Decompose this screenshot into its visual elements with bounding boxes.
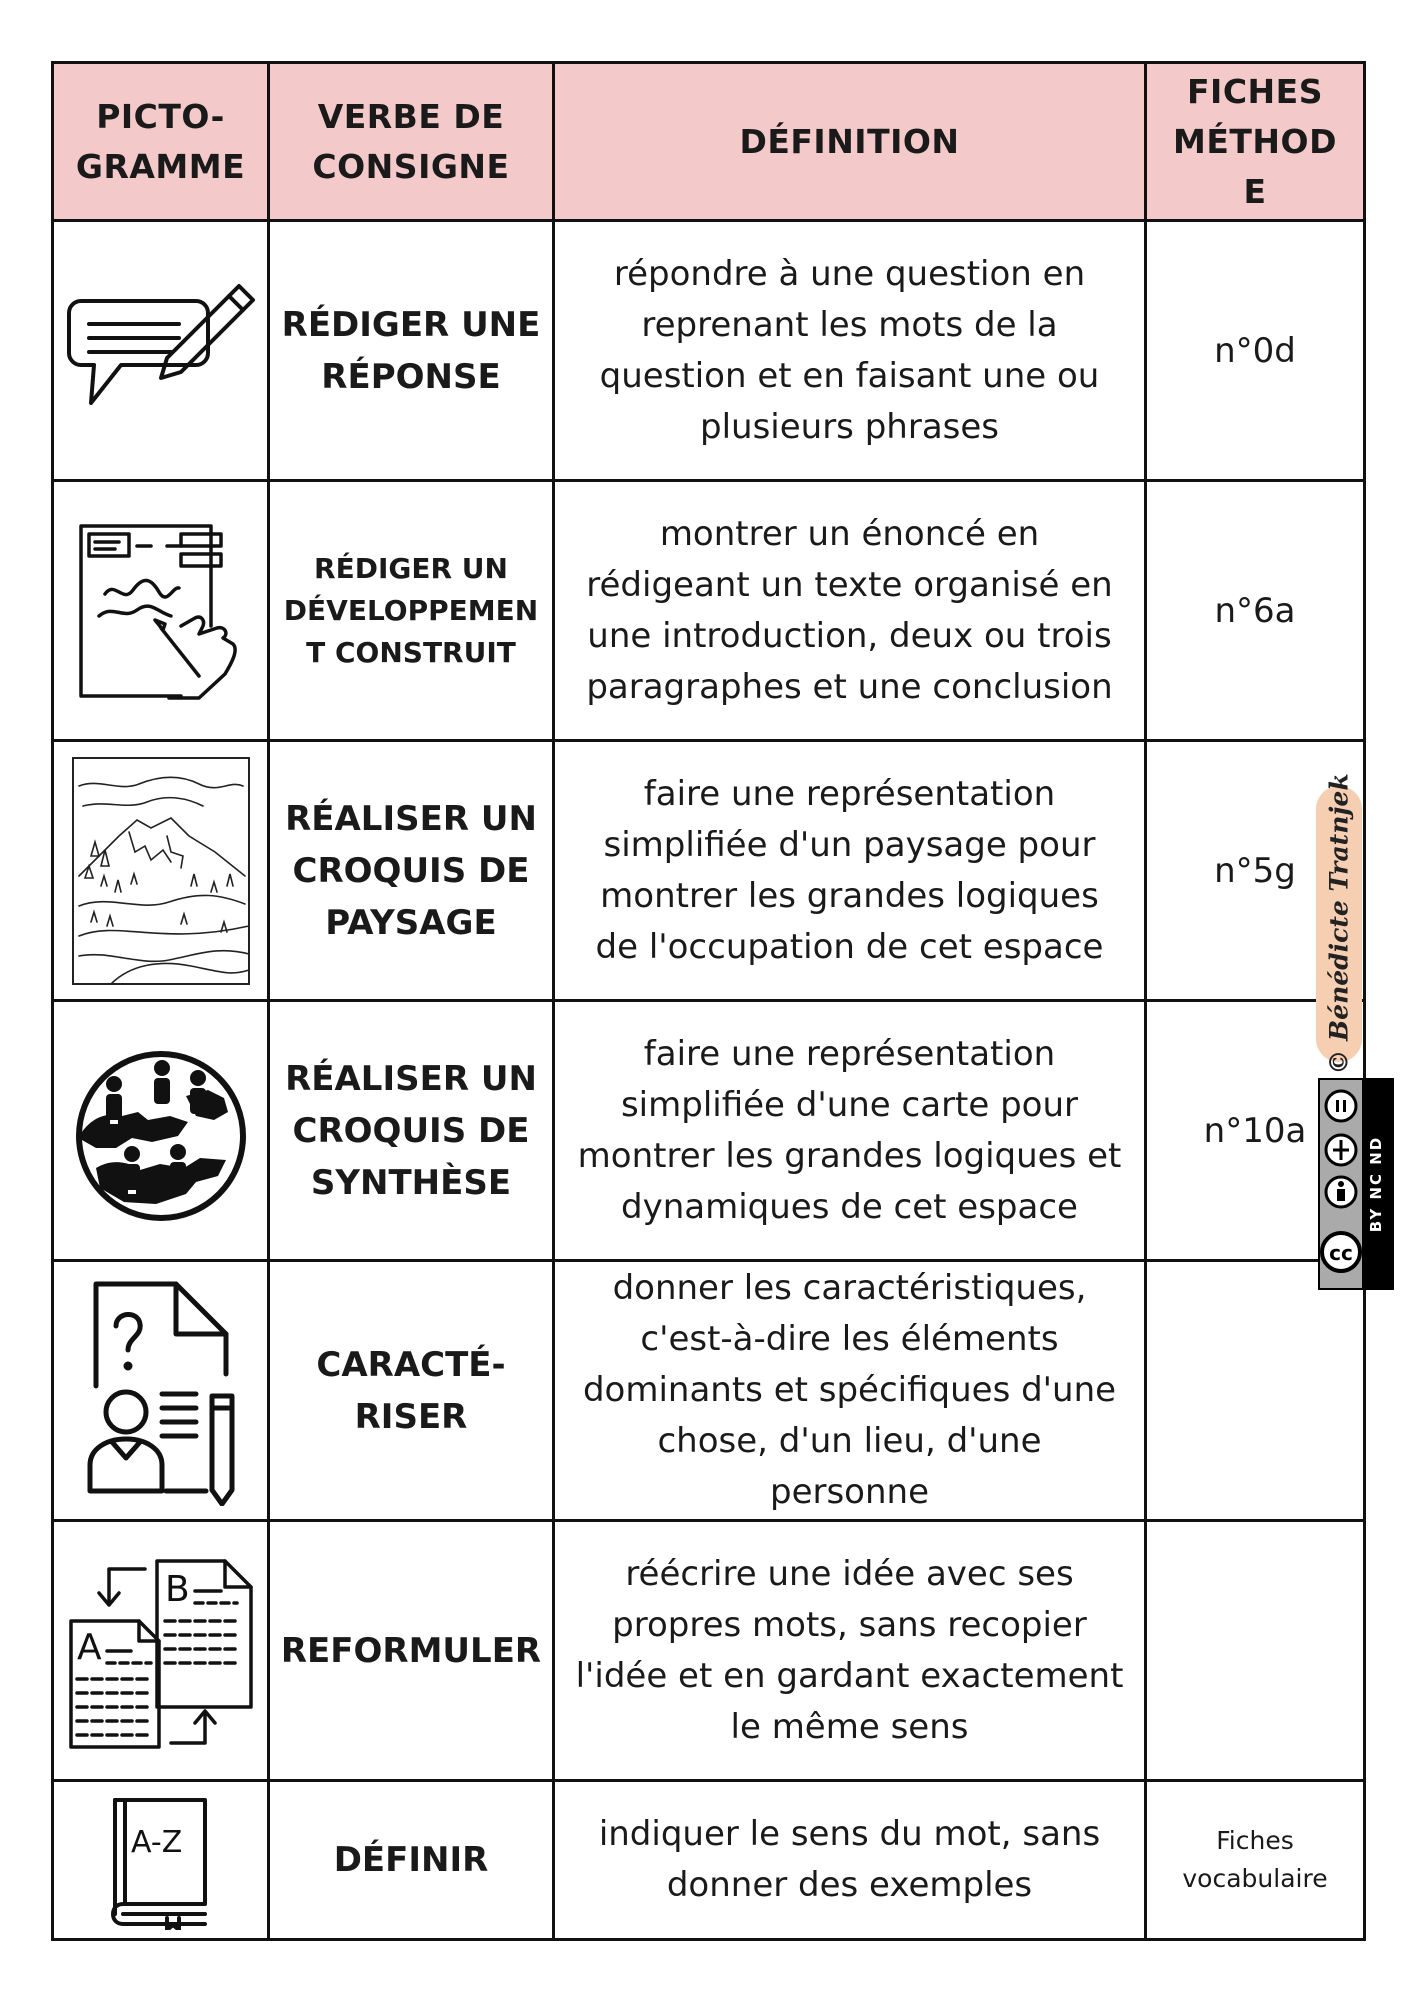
- table-row: [53, 1521, 1365, 1781]
- cc-icon: [1320, 1080, 1362, 1288]
- fiche-cell: [1146, 1261, 1365, 1521]
- cc-license-badge: [1318, 1078, 1394, 1290]
- globe-people-icon: [66, 1036, 256, 1226]
- fiche-cell: [1146, 1521, 1365, 1781]
- svg-text:A: A: [76, 1626, 102, 1668]
- header-pictogramme: PICTO- GRAMME: [53, 63, 269, 221]
- author-credit: © Bénédicte Tratnjek: [1316, 786, 1362, 1062]
- definition-cell: répondre à une question en reprenant les mots de la question et en faisant une ou plusieurs phrases: [554, 221, 1146, 481]
- license-labels: BY NC ND: [1367, 1135, 1385, 1233]
- table-row: [53, 481, 1365, 741]
- header-definition: DÉFINITION: [554, 63, 1146, 221]
- fiche-cell: n°10a: [1146, 1001, 1365, 1261]
- definition-cell: montrer un énoncé en rédigeant un texte organisé en une introduction, deux ou trois paragraphes et une conclusion: [554, 481, 1146, 741]
- definition-cell: indiquer le sens du mot, sans donner des exemples: [554, 1781, 1146, 1940]
- picto-cell: [53, 1001, 269, 1261]
- definition-cell: donner les caractéristiques, c'est-à-dire les éléments dominants et spécifiques d'une chose, d'un lieu, d'une personne: [554, 1261, 1146, 1521]
- table-row: [53, 1001, 1365, 1261]
- documents-a-b-swap-icon: [61, 1551, 261, 1751]
- verb-cell: REFORMULER: [269, 1521, 554, 1781]
- consignes-table: [51, 61, 1366, 1941]
- table-row: [53, 1781, 1365, 1940]
- verb-cell: RÉALISER UN CROQUIS DE SYNTHÈSE: [269, 1001, 554, 1261]
- table-row: [53, 741, 1365, 1001]
- verb-cell: CARACTÉ- RISER: [269, 1261, 554, 1521]
- picto-cell: [53, 1261, 269, 1521]
- mountain-landscape-icon: [71, 756, 251, 986]
- header-row: [53, 63, 1365, 221]
- svg-text:A-Z: A-Z: [130, 1825, 182, 1860]
- definition-cell: faire une représentation simplifiée d'un paysage pour montrer les grandes logiques de l'occupation de cet espace: [554, 741, 1146, 1001]
- svg-text:B: B: [164, 1568, 190, 1610]
- verb-cell: RÉDIGER UNE RÉPONSE: [269, 221, 554, 481]
- definition-cell: réécrire une idée avec ses propres mots, sans recopier l'idée et en gardant exactement le même sens: [554, 1521, 1146, 1781]
- picto-cell: [53, 1781, 269, 1940]
- picto-cell: [53, 481, 269, 741]
- verb-cell: RÉDIGER UN DÉVELOPPEMEN T CONSTRUIT: [269, 481, 554, 741]
- svg-text:cc: cc: [1329, 1241, 1353, 1265]
- verb-cell: RÉALISER UN CROQUIS DE PAYSAGE: [269, 741, 554, 1001]
- table-row: [53, 1261, 1365, 1521]
- table-row: [53, 221, 1365, 481]
- profile-document-question-icon: [76, 1276, 246, 1506]
- header-verbe-de-consigne: VERBE DE CONSIGNE: [269, 63, 554, 221]
- speech-bubble-pencil-icon: [61, 276, 261, 426]
- fiche-cell: n°0d: [1146, 221, 1365, 481]
- verb-cell: DÉFINIR: [269, 1781, 554, 1940]
- picto-cell: [53, 741, 269, 1001]
- picto-cell: [53, 221, 269, 481]
- fiche-cell: n°6a: [1146, 481, 1365, 741]
- fiche-cell: Fiches vocabulaire: [1146, 1781, 1365, 1940]
- fiche-cell: n°5g: [1146, 741, 1365, 1001]
- definition-cell: faire une représentation simplifiée d'une carte pour montrer les grandes logiques et dynamiques de cet espace: [554, 1001, 1146, 1261]
- dictionary-a-z-icon: [101, 1790, 221, 1930]
- license-icons: [1320, 1080, 1362, 1288]
- hand-writing-document-icon: [71, 516, 251, 706]
- header-fiches-methode: FICHES MÉTHOD E: [1146, 63, 1365, 221]
- picto-cell: [53, 1521, 269, 1781]
